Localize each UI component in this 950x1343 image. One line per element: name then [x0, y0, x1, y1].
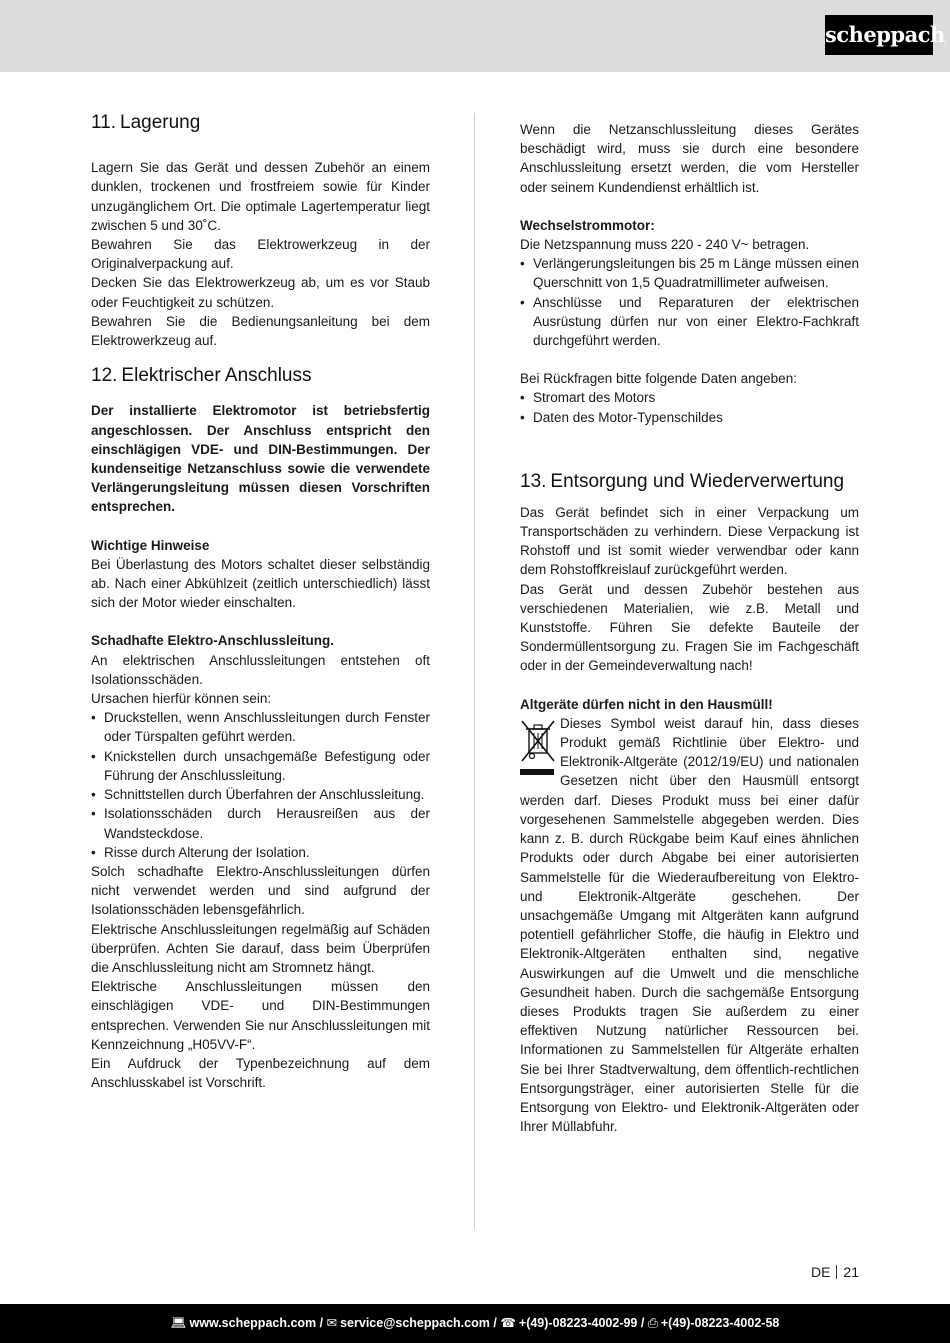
section-heading-storage: 11. Lagerung	[91, 112, 201, 133]
hint-text: Bei Überlastung des Motors schaltet dieser selbständig ab. Nach einer Abkühlzeit (zeitlich unterschiedlich) lässt sich der Motor wieder einschalten.	[91, 556, 430, 611]
query-text: Bei Rückfragen bitte folgende Daten angeben:	[520, 371, 797, 387]
defect-paragraph: Ein Aufdruck der Typenbezeichnung auf dem Anschlusskabel ist Vorschrift.	[91, 1055, 430, 1091]
phone-number[interactable]: +(49)-08223-4002-99	[518, 1316, 638, 1330]
ac-text: Die Netzspannung muss 220 - 240 V~ betragen.	[520, 237, 810, 253]
storage-paragraph: Bewahren Sie das Elektrowerkzeug in der Originalverpackung auf.	[91, 237, 430, 272]
list-item: • Risse durch Alterung der Isolation.	[91, 843, 430, 862]
section-heading-disposal: 13. Entsorgung und Wiederverwertung	[520, 470, 845, 492]
list-item: • Schnittstellen durch Überfahren der Anschlussleitung.	[91, 785, 430, 804]
page-num: 21	[843, 1264, 859, 1280]
fax-icon: ⎙	[647, 1316, 658, 1330]
disposal-paragraph: Das Gerät befindet sich in einer Verpackung um Transportschäden zu verhindern. Diese Verpackung ist Rohstoff und ist somit wieder verwendbar oder kann dem Rohstoffkreislauf zurückgeführt werden.	[520, 504, 859, 578]
list-item: • Verlängerungsleitungen bis 25 m Länge müssen einen Querschnitt von 1,5 Quadratmillimeter aufweisen.	[520, 254, 859, 292]
computer-icon: 💻︎	[170, 1316, 187, 1330]
list-item: • Daten des Motor-Typenschildes	[520, 408, 859, 427]
left-column	[91, 113, 430, 1092]
ac-heading: Wechselstrommotor:	[520, 217, 655, 233]
list-item: • Knickstellen durch unsachgemäße Befestigung oder Führung der Anschlussleitung.	[91, 747, 430, 785]
hint-heading: Wichtige Hinweise	[91, 537, 210, 553]
mains-text: Wenn die Netzanschlussleitung dieses Gerätes beschädigt wird, muss sie durch eine besondere Anschlussleitung ersetzt werden, die vom Hersteller oder seinem Kundendienst erhältlich ist.	[520, 122, 859, 195]
defect-paragraph: Elektrische Anschlussleitungen müssen den einschlägigen VDE- und DIN-Bestimmungen entsprechen. Verwenden Sie nur Anschlussleitungen mit Kennzeichnung „H05VV-F“.	[91, 979, 430, 1052]
footer-bar: 💻︎ www.scheppach.com / ✉︎ service@scheppach.com / ☎︎ +(49)-08223-4002-99 / ⎙ +(49)-08223-4002-58	[0, 1304, 950, 1343]
defect-heading: Schadhafte Elektro-Anschlussleitung.	[91, 633, 335, 649]
waste-text: Dieses Symbol weist darauf hin, dass dieses Produkt gemäß Richtlinie über Elektro- und Elektronik-Altgeräte (2012/19/EU) und nationalen Gesetzen nicht über den Hausmüll entsorgt werden darf. Dieses Produkt muss bei einer dafür vorgesehenen Sammelstelle abgegeben werden. Dies kann z. B. durch Rückgabe beim Kauf eines ähnlichen Produkts oder durch Abgabe bei einer autorisierten Sammelstelle für die Wiederaufbereitung von Elektro- und Elektronik-Altgeräte geschehen. Der unsachgemäße Umgang mit Altgeräten kann aufgrund potentiell gefährlicher Stoffe, die häufig in Elektro und Elektronik-Altgeräten enthalten sind, negative Auswirkungen auf die Umwelt und die menschliche Gesundheit haben. Durch die sachgemäße Entsorgung dieses Produkts tragen Sie außerdem zu einer effektiven Nutzung natürlicher Ressourcen bei. Informationen zu Sammelstellen für Altgeräte erhalten Sie bei Ihrer Stadtverwaltung, dem öffentlich-rechtlichen Entsorgungsträger, einer autorisierten Stelle für die Entsorgung von Elektro- und Elektronik-Altgeräten oder Ihrer Müllabfuhr.	[520, 715, 859, 1135]
list-item: • Isolationsschäden durch Herausreißen aus der Wandsteckdose.	[91, 804, 430, 842]
brand-logo: scheppach	[825, 15, 933, 55]
website-link[interactable]: www.scheppach.com	[189, 1316, 317, 1330]
email-link[interactable]: service@scheppach.com	[340, 1316, 490, 1330]
crossed-bin-icon	[520, 717, 556, 779]
electrical-intro: Der installierte Elektromotor ist betriebsfertig angeschlossen. Der Anschluss entspricht den einschlägigen VDE- und DIN-Bestimmungen. Der kundenseitige Netzanschluss sowie die verwendete Verlängerungsleitung müssen diesen Vorschriften entsprechen.	[91, 403, 430, 515]
defect-paragraph: An elektrischen Anschlussleitungen entstehen oft Isolationsschäden.	[91, 652, 430, 687]
waste-block	[520, 714, 859, 1136]
defect-paragraph: Solch schadhafte Elektro-Anschlussleitungen dürfen nicht verwendet werden und sind aufgrund der Isolationsschäden lebensgefährlich.	[91, 863, 430, 918]
list-item: • Anschlüsse und Reparaturen der elektrischen Ausrüstung dürfen nur von einer Elektro-Fachkraft durchgeführt werden.	[520, 293, 859, 351]
phone-icon: ☎︎	[500, 1316, 516, 1330]
weee-bar	[520, 769, 554, 775]
header-band	[0, 0, 950, 72]
query-list	[520, 388, 859, 426]
storage-paragraph: Bewahren Sie die Bedienungsanleitung bei dem Elektrowerkzeug auf.	[91, 313, 430, 349]
section-heading-electrical: 12. Elektrischer Anschluss	[91, 365, 312, 387]
list-item: • Druckstellen, wenn Anschlussleitungen durch Fenster oder Türspalten geführt werden.	[91, 708, 430, 746]
column-divider	[474, 113, 475, 1230]
fax-number: +(49)-08223-4002-58	[660, 1316, 780, 1330]
defect-paragraph: Ursachen hierfür können sein:	[91, 691, 272, 707]
ac-list	[520, 254, 859, 350]
disposal-paragraph: Das Gerät und dessen Zubehör bestehen aus verschiedenen Materialien, wie z.B. Metall und Kunststoffe. Führen Sie defekte Bauteile der Sondermüllentsorgung zu. Fragen Sie im Fachgeschäft oder in der Gemeindeverwaltung nach!	[520, 581, 859, 674]
defect-paragraph: Elektrische Anschlussleitungen regelmäßig auf Schäden überprüfen. Achten Sie darauf, dass beim Überprüfen die Anschlussleitung nicht am Stromnetz hängt.	[91, 921, 430, 975]
waste-heading: Altgeräte dürfen nicht in den Hausmüll!	[520, 696, 773, 712]
right-column	[520, 113, 859, 1136]
storage-paragraph: Decken Sie das Elektrowerkzeug ab, um es vor Staub oder Feuchtigkeit zu schützen.	[91, 275, 430, 310]
defect-list	[91, 708, 430, 862]
language-code: DE	[810, 1264, 831, 1280]
page-number	[811, 1264, 859, 1280]
list-item: • Stromart des Motors	[520, 388, 859, 407]
mail-icon: ✉︎	[326, 1316, 338, 1330]
storage-paragraph: Lagern Sie das Gerät und dessen Zubehör an einem dunklen, trockenen und frostfreiem sowie für Kinder unzugänglichem Ort. Die optimale Lagertemperatur liegt zwischen 5 und 30˚C.	[91, 160, 430, 233]
